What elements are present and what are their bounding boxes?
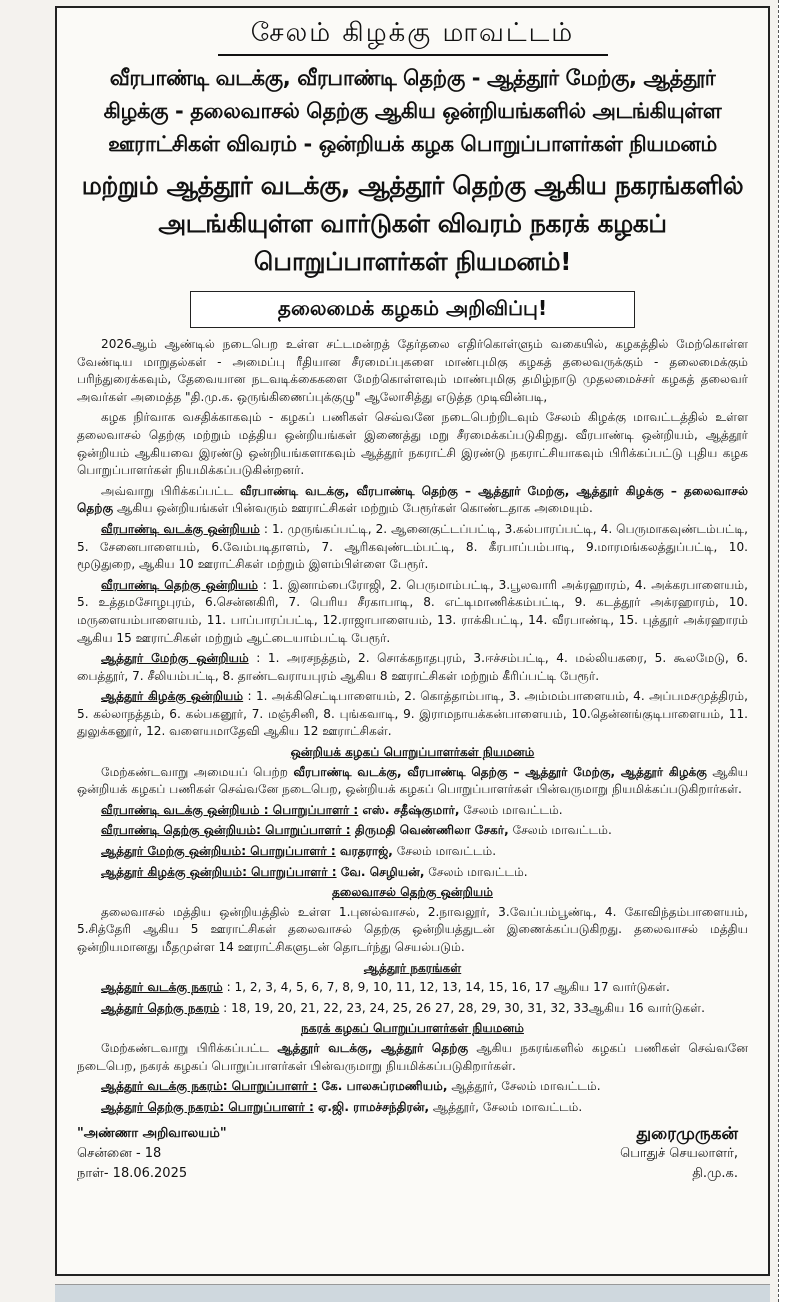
town-list-item: ஆத்தூர் தெற்கு நகரம் : 18, 19, 20, 21, 22, 23, 24, 25, 26 27, 28, 29, 30, 31, 32, 33ஆகிய 16 வார்டுகள்.: [101, 1000, 705, 1015]
notice-body: [77, 336, 748, 1116]
paragraph-town-heads: மேற்கண்டவாறு பிரிக்கப்பட்ட ஆத்தூர் வடக்கு, ஆத்தூர் தெற்கு ஆகிய நகரங்களில் கழகப் பணிகள் செவ்வனே நடைபெற, நகரக் கழகப் பொறுப்பாளர்கள் பின்வருமாறு நியமிக்கப்படுகிறார்கள்.: [77, 1040, 748, 1073]
office-city: சென்னை - 18: [77, 1146, 162, 1162]
notice-panel: [55, 6, 770, 1276]
signatory-designation: பொதுச் செயலாளர்,: [620, 1146, 738, 1162]
paragraph-union-heads: மேற்கண்டவாறு அமையப் பெற்ற வீரபாண்டி வடக்கு, வீரபாண்டி தெற்கு – ஆத்தூர் மேற்கு, ஆத்தூர் கிழக்கு ஆகிய ஒன்றியக் கழகப் பணிகள் செவ்வனே நடைபெற, ஒன்றியக் கழகப் பொறுப்பாளர்கள் பின்வருமாறு நியமிக்கப்படுகிறார்கள்.: [77, 764, 748, 797]
footer-address: [77, 1124, 227, 1184]
appointment-item: வீரபாண்டி வடக்கு ஒன்றியம் : பொறுப்பாளர் : எஸ். சதீஷ்குமார், சேலம் மாவட்டம்.: [101, 802, 563, 817]
section-heading: ஒன்றியக் கழகப் பொறுப்பாளர்கள் நியமனம்: [290, 745, 535, 760]
town-list-item: ஆத்தூர் வடக்கு நகரம் : 1, 2, 3, 4, 5, 6, 7, 8, 9, 10, 11, 12, 13, 14, 15, 16, 17 ஆகிய 17 வார்டுகள்.: [101, 980, 670, 995]
union-list-item: வீரபாண்டி வடக்கு ஒன்றியம் : 1. முருங்கப்பட்டி, 2. ஆனைகுட்டப்பட்டி, 3.கல்பாரப்பட்டி, 4. பெருமாகவுண்டம்பட்டி, 5. சேனைபாளையம், 6.வேம்படிதாளம், 7. ஆரிகவுண்டம்பட்டி, 8. கீரபாப்பம்பாடி, 9.மாரமங்கலத்துப்பட்டி, 10. மூடுதுறை, ஆகிய 10 ஊராட்சிகள் மற்றும் இளம்பிள்ளை பேரூர்.: [77, 521, 748, 572]
district-title: சேலம் கிழக்கு மாவட்டம்: [218, 18, 608, 56]
notice-date: நாள்- 18.06.2025: [77, 1166, 188, 1182]
adjacent-column-edge: [778, 0, 800, 1302]
section-heading: நகரக் கழகப் பொறுப்பாளர்கள் நியமனம்: [301, 1021, 524, 1036]
left-margin: [0, 0, 50, 1302]
signatory-name: துரைமுருகன்: [636, 1124, 738, 1145]
headline-towns: மற்றும் ஆத்தூர் வடக்கு, ஆத்தூர் தெற்கு ஆகிய நகரங்களில் அடங்கியுள்ள வார்டுகள் விவரம் நகரக் கழகப் பொறுப்பாளர்கள் நியமனம்!: [81, 171, 744, 276]
union-list-item: ஆத்தூர் கிழக்கு ஒன்றியம் : 1. அக்கிசெட்டிபாளையம், 2. கொத்தாம்பாடி, 3. அம்மம்பாளையம், 4. அப்பமசமுத்திரம், 5. கல்லாநத்தம், 6. கல்பகனூர், 7. மஞ்சினி, 8. புங்கவாடி, 9. இராமநாயக்கன்பாளையம், 10.தென்னங்குடிபாளையம், 11. துலுக்கனூர், 12. வளையமாதேவி ஆகிய 12 ஊராட்சிகள்.: [77, 689, 748, 739]
party-name: தி.மு.க.: [692, 1166, 738, 1182]
paragraph-thalaivasal: தலைவாசல் மத்திய ஒன்றியத்தில் உள்ள 1.புனல்வாசல், 2.நாவலூர், 3.வேப்பம்பூண்டி, 4. கோவிந்தம்பாளையம், 5.சித்தேரி ஆகிய 5 ஊராட்சிகள் தலைவாசல் தெற்கு ஒன்றியத்துடன் இணைக்கப்படுகிறது. தலைவாசல் மத்திய ஒன்றியமானது மீதமுள்ள 14 ஊராட்சிகளுடன் தொடர்ந்து செயல்படும்.: [77, 904, 748, 954]
paragraph-reorg: கழக நிர்வாக வசதிக்காகவும் - கழகப் பணிகள் செவ்வனே நடைபெற்றிடவும் சேலம் கிழக்கு மாவட்டத்தில் உள்ள தலைவாசல் தெற்கு மற்றும் மத்திய ஒன்றியங்கள் இணைத்து மறு சீரமைக்கப்படுகிறது. வீரபாண்டி ஒன்றியம், ஆத்தூர் ஒன்றியம் ஆகியவை இரண்டு ஒன்றியங்களாகவும் ஆத்தூர் நகராட்சி இரண்டு நகராட்சியாகவும் பிரிக்கப்பட்டு புதிய கழக பொறுப்பாளர்கள் நியமிக்கப்படுகின்றனர்.: [77, 410, 748, 478]
footer-signature: [620, 1124, 748, 1184]
union-list-item: வீரபாண்டி தெற்கு ஒன்றியம் : 1. இனாம்பைரோஜி, 2. பெருமாம்பட்டி, 3.பூலவாரி அக்ரஹாரம், 4. அக்கரபாளையம், 5. உத்தமசோழபுரம், 6.சென்னகிரி, 7. பெரிய சீரகாபாடி, 8. எட்டிமாணிக்கம்பட்டி, 9. கடத்தூர் அக்ரஹாரம், 10. மருளையம்பாளையம், 11. பாப்பாரப்பட்டி, 12.ராஜாபாளையம், 13. ராக்கிபட்டி, 14. வீரபாண்டி, 15. புத்தூர் அக்ரஹாரம் ஆகிய 15 ஊராட்சிகள் மற்றும் ஆட்டையாம்பட்டி பேரூர்.: [77, 577, 748, 645]
appointment-item: ஆத்தூர் மேற்கு ஒன்றியம்: பொறுப்பாளர் : வரதராஜ், சேலம் மாவட்டம்.: [101, 844, 497, 859]
appointment-item: ஆத்தூர் கிழக்கு ஒன்றியம்: பொறுப்பாளர் : வே. செழியன், சேலம் மாவட்டம்.: [101, 864, 528, 879]
announcement-box: தலைமைக் கழகம் அறிவிப்பு!: [190, 291, 635, 328]
office-name: "அண்ணா அறிவாலயம்": [77, 1126, 227, 1142]
appointment-item: ஆத்தூர் தெற்கு நகரம்: பொறுப்பாளர் : ஏ.ஜி. ராமச்சந்திரன், ஆத்தூர், சேலம் மாவட்டம்.: [101, 1099, 583, 1114]
next-article-edge: [55, 1284, 770, 1302]
section-heading: தலைவாசல் தெற்கு ஒன்றியம்: [332, 885, 493, 900]
appointment-item: ஆத்தூர் வடக்கு நகரம்: பொறுப்பாளர் : கே. பாலசுப்ரமணியம், ஆத்தூர், சேலம் மாவட்டம்.: [101, 1079, 601, 1094]
appointment-item: வீரபாண்டி தெற்கு ஒன்றியம்: பொறுப்பாளர் : திருமதி வெண்ணிலா சேகர், சேலம் மாவட்டம்.: [101, 823, 612, 838]
paragraph-intro: 2026ஆம் ஆண்டில் நடைபெற உள்ள சட்டமன்றத் தேர்தலை எதிர்கொள்ளும் வகையில், கழகத்தில் மேற்கொள்ள வேண்டிய மாறுதல்கள் - அமைப்பு ரீதியான சீரமைப்புகளை மாண்புமிகு கழகத் தலைவருக்கும் - தலைமைக்கும் பரிந்துரைக்கவும், தேவையான நடவடிக்கைகளை மேற்கொள்ளவும் மாண்புமிகு தமிழ்நாடு முதலமைச்சர் கழகத் தலைவர் அவர்கள் அமைத்த "தி.மு.க. ஒருங்கிணைப்புக்குழு" ஆலோசித்து எடுத்த முடிவின்படி,: [77, 337, 748, 404]
notice-footer: [77, 1124, 748, 1184]
headline-unions: வீரபாண்டி வடக்கு, வீரபாண்டி தெற்கு - ஆத்தூர் மேற்கு, ஆத்தூர் கிழக்கு - தலைவாசல் தெற்கு ஆகிய ஒன்றியங்களில் அடங்கியுள்ள ஊராட்சிகள் விவரம் - ஒன்றியக் கழக பொறுப்பாளர்கள் நியமனம்: [103, 66, 722, 156]
paragraph-split: அவ்வாறு பிரிக்கப்பட்ட வீரபாண்டி வடக்கு, வீரபாண்டி தெற்கு – ஆத்தூர் மேற்கு, ஆத்தூர் கிழக்கு – தலைவாசல் தெற்கு ஆகிய ஒன்றியங்கள் பின்வரும் ஊராட்சிகள் மற்றும் பேரூர்கள் கொண்டதாக அமையும்.: [77, 483, 748, 516]
union-list-item: ஆத்தூர் மேற்கு ஒன்றியம் : 1. அரசநத்தம், 2. சொக்கநாதபுரம், 3.ஈச்சம்பட்டி, 4. மல்லியகரை, 5. கூலமேடு, 6. பைத்தூர், 7. சீலியம்பட்டி, 8. தாண்டவராயபுரம் ஆகிய 8 ஊராட்சிகள் மற்றும் கீரிப்பட்டி பேரூர்.: [77, 651, 748, 683]
section-heading: ஆத்தூர் நகரங்கள்: [363, 960, 462, 975]
